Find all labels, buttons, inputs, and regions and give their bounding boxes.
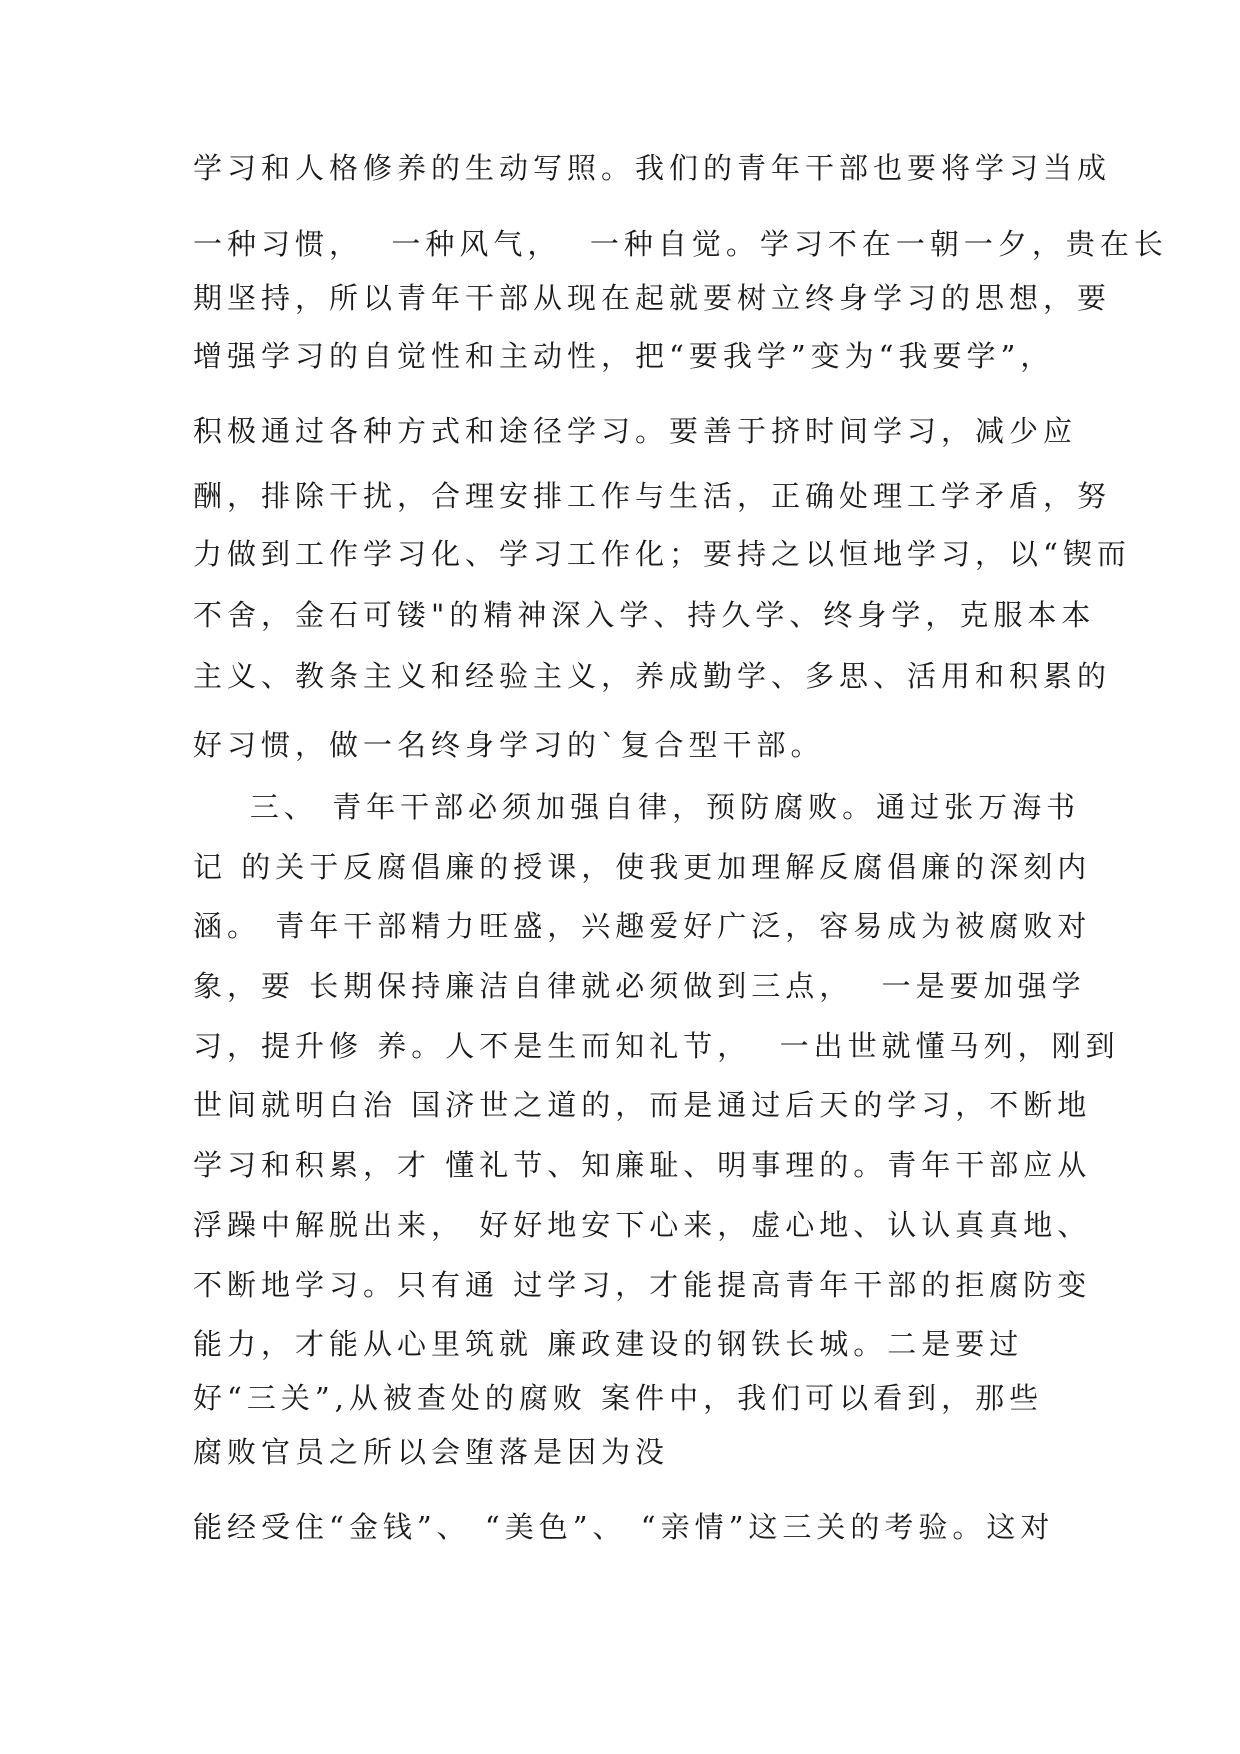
body-text-line: 习，提升修 养。人不是生而知礼节， 一出世就懂马列，刚到 [193,1029,1120,1063]
body-text-line: 不断地学习。只有通 过学习，才能提高青年干部的拒腐防变 [193,1268,1092,1302]
body-text-line: 记 的关于反腐倡廉的授课，使我更加理解反腐倡廉的深刻内 [193,850,1092,884]
body-text-line: 主义、教条主义和经验主义，养成勤学、多思、活用和积累的 [193,659,1112,693]
body-text-line: 一种习惯， 一种风气， 一种自觉。学习不在一朝一夕，贵在长 [193,227,1168,261]
body-text-line: 能力，才能从心里筑就 廉政建设的钢铁长城。二是要过 [193,1327,1024,1361]
body-text-line: 力做到工作学习化、学习工作化；要持之以恒地学习，以“锲而 [193,537,1131,571]
body-text-line: 酬，排除干扰，合理安排工作与生活，正确处理工学矛盾，努 [193,479,1112,513]
body-text-line: 学习和人格修养的生动写照。我们的青年干部也要将学习当成 [193,151,1112,185]
body-text-line: 能经受住“金钱”、 “美色”、 “亲情”这三关的考验。这对 [193,1510,1055,1544]
body-text-line: 学习和积累，才 懂礼节、知廉耻、明事理的。青年干部应从 [193,1148,1092,1182]
body-text-line: 世间就明白治 国济世之道的，而是通过后天的学习，不断地 [193,1088,1092,1122]
body-text-line: 积极通过各种方式和途径学习。要善于挤时间学习，减少应 [193,414,1078,448]
body-text-line: 腐败官员之所以会堕落是因为没 [193,1435,670,1469]
body-text-line: 象，要 长期保持廉洁自律就必须做到三点， 一是要加强学 [193,969,1086,1003]
body-text-line: 好“三关”,从被查处的腐败 案件中，我们可以看到，那些 [193,1381,1044,1415]
body-text-line: 期坚持，所以青年干部从现在起就要树立终身学习的思想，要 [193,281,1112,315]
body-text-line: 浮躁中解脱出来， 好好地安下心来，虚心地、认认真真地、 [193,1208,1092,1242]
body-text-line: 涵。 青年干部精力旺盛，兴趣爱好广泛，容易成为被腐败对 [193,909,1092,943]
body-text-line: 好习惯，做一名终身学习的`复合型干部。 [193,728,825,762]
section-heading-line: 三、 青年干部必须加强自律，预防腐败。通过张万海书 [193,790,1081,824]
body-text-line: 不舍，金石可镂"的精神深入学、持久学、终身学，克服本本 [193,598,1096,632]
body-text-line: 增强学习的自觉性和主动性，把“要我学”变为“我要学”， [193,339,1055,373]
